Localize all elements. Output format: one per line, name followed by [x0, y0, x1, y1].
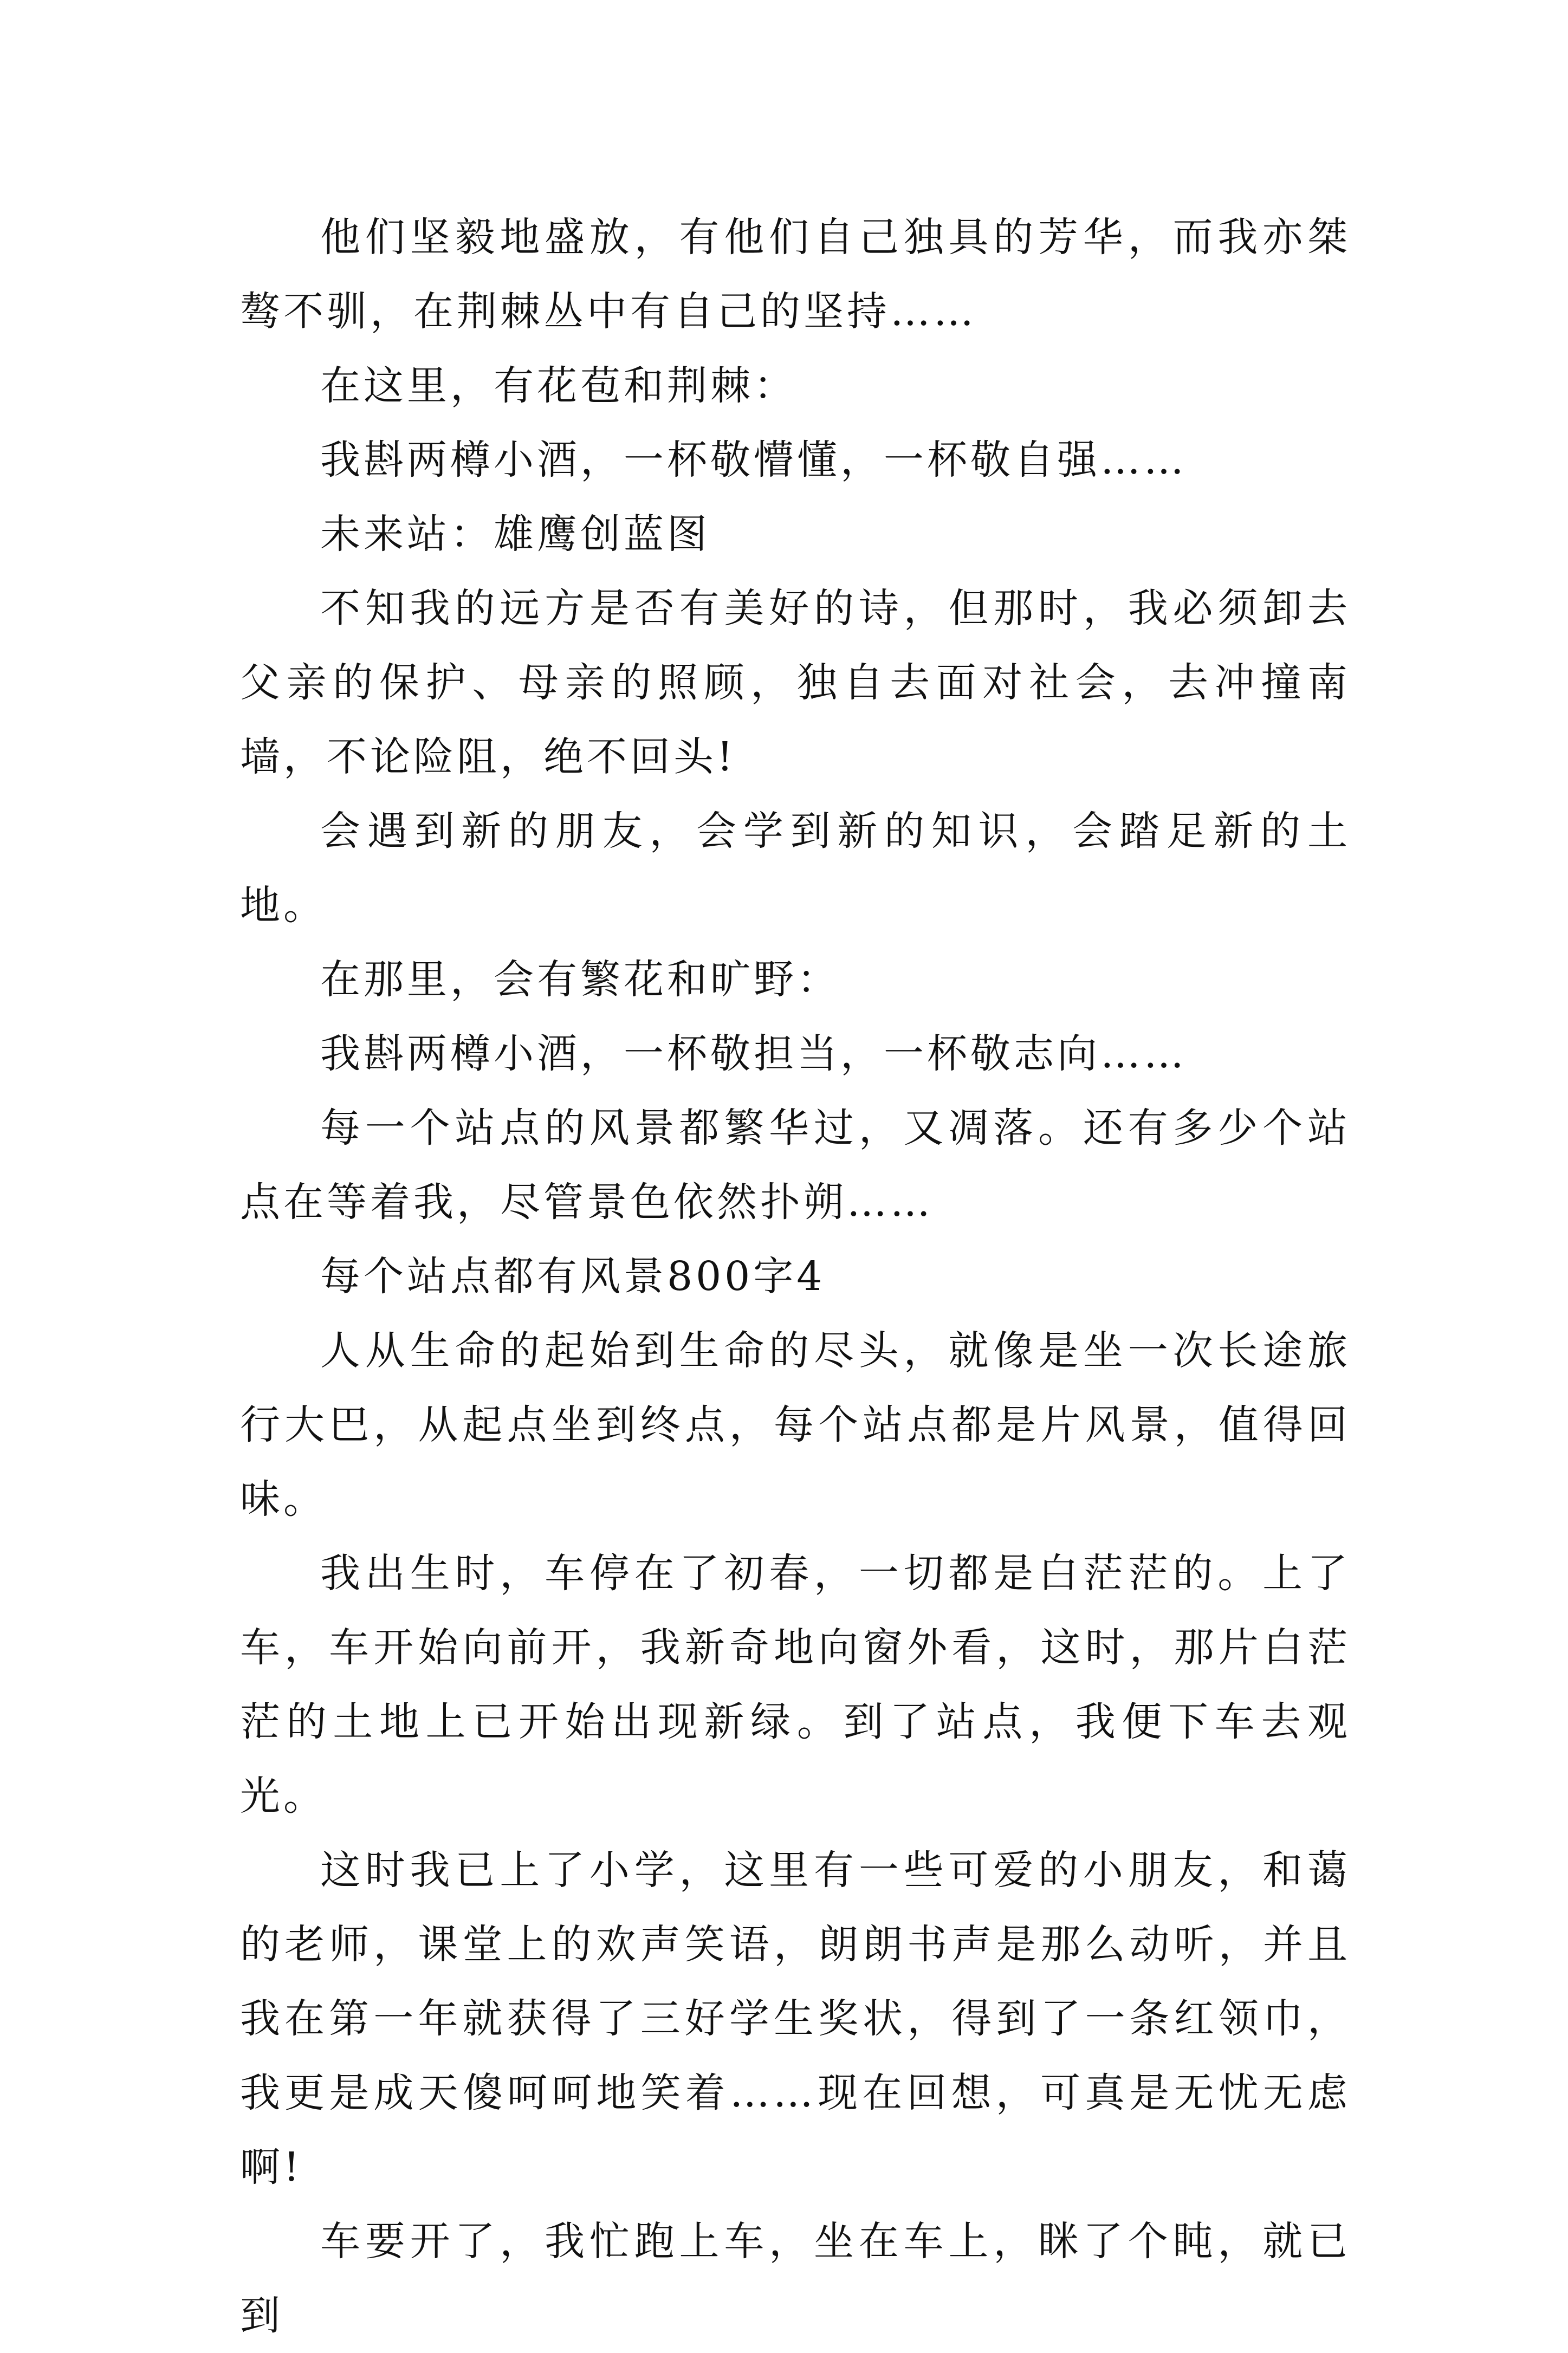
paragraph: 在这里，有花苞和荆棘：: [320, 362, 797, 409]
paragraph: 他们坚毅地盛放，有他们自己独具的芳华，而我亦桀骜不驯，在荆棘丛中有自己的坚持……: [240, 214, 1351, 335]
paragraph: 这时我已上了小学，这里有一些可爱的小朋友，和蔼的老师，课堂上的欢声笑语，朗朗书声是那么动听，并且我在第一年就获得了三好学生奖状，得到了一条红领巾，我更是成天傻呵呵地笑着……现在回想，可真是无忧无虑啊!: [240, 1847, 1351, 2190]
document-body: [240, 200, 1351, 2353]
paragraph: 我斟两樽小酒，一杯敬懵懂，一杯敬自强……: [320, 437, 1187, 483]
essay-title: 每个站点都有风景800字4: [320, 1253, 826, 1300]
section-heading: 未来站：雄鹰创蓝图: [320, 511, 710, 558]
paragraph: 每一个站点的风景都繁华过，又凋落。还有多少个站点在等着我，尽管景色依然扑朔……: [240, 1105, 1351, 1226]
paragraph: 我斟两樽小酒，一杯敬担当，一杯敬志向……: [320, 1030, 1187, 1077]
paragraph: 会遇到新的朋友，会学到新的知识，会踏足新的土地。: [240, 808, 1351, 929]
paragraph: 我出生时，车停在了初春，一切都是白茫茫的。上了车，车开始向前开，我新奇地向窗外看，这时，那片白茫茫的土地上已开始出现新绿。到了站点，我便下车去观光。: [240, 1550, 1351, 1819]
paragraph: 不知我的远方是否有美好的诗，但那时，我必须卸去父亲的保护、母亲的照顾，独自去面对社会，去冲撞南墙，不论险阻，绝不回头!: [240, 585, 1351, 780]
paragraph: 车要开了，我忙跑上车，坐在车上，眯了个盹，就已到: [240, 2218, 1351, 2339]
paragraph: 人从生命的起始到生命的尽头，就像是坐一次长途旅行大巴，从起点坐到终点，每个站点都是片风景，值得回味。: [240, 1327, 1351, 1522]
paragraph: 在那里，会有繁花和旷野：: [320, 956, 840, 1003]
